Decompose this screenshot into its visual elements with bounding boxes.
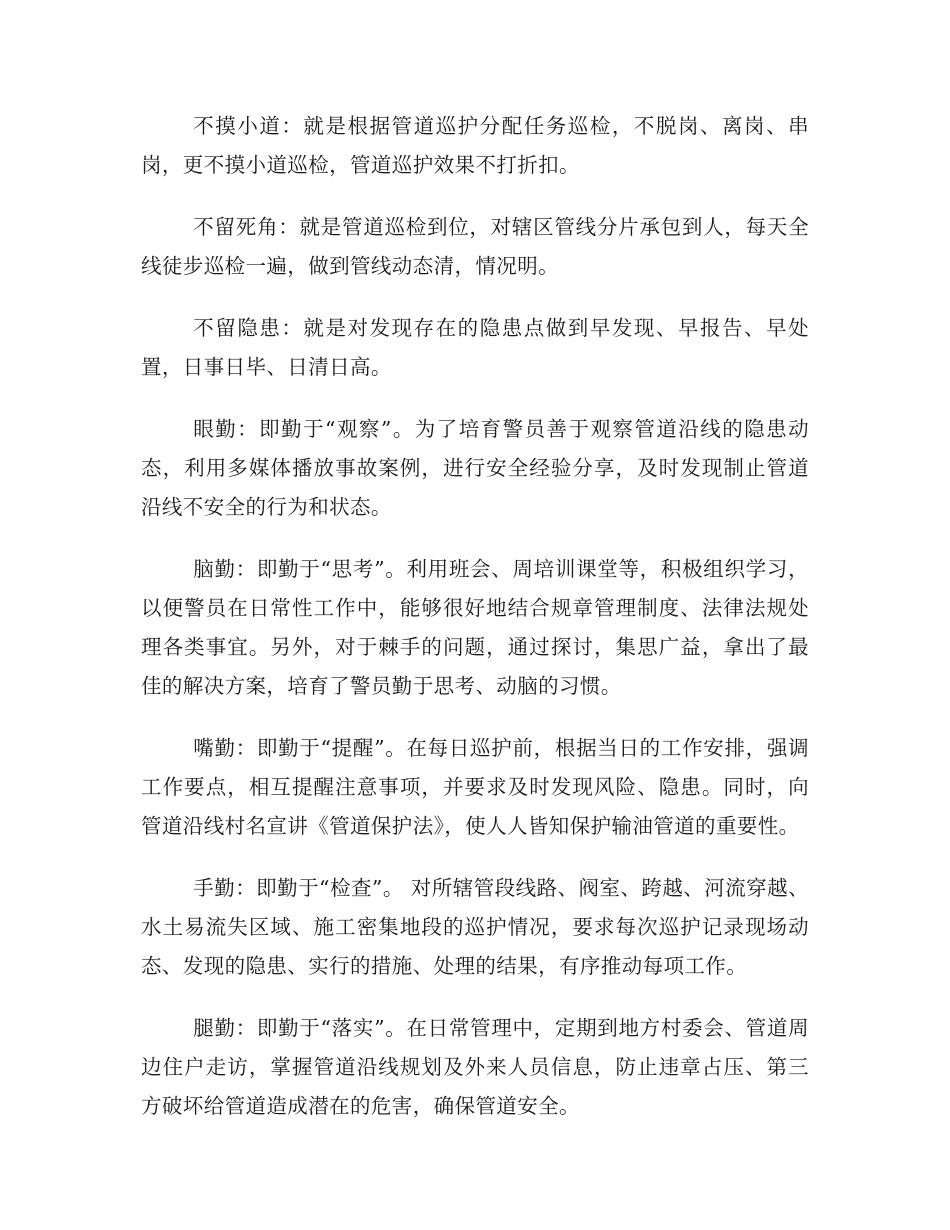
paragraph-bu-mo-xiao-dao: 不摸小道：就是根据管道巡护分配任务巡检，不脱岗、离岗、串岗，更不摸小道巡检，管道巡护效果不打折扣。 (141, 114, 809, 177)
paragraph-bu-liu-yin-huan: 不留隐患：就是对发现存在的隐患点做到早发现、早报告、早处置，日事日毕、日清日高。 (141, 316, 809, 379)
paragraph-tui-qin: 腿勤：即勤于“落实”。在日常管理中，定期到地方村委会、管道周边住户走访，掌握管道沿线规划及外来人员信息，防止违章占压、第三方破坏给管道造成潜在的危害，确保管道安全。 (141, 1016, 809, 1118)
paragraph-yan-qin: 眼勤：即勤于“观察”。为了培育警员善于观察管道沿线的隐患动态，利用多媒体播放事故案例，进行安全经验分享，及时发现制止管道沿线不安全的行为和状态。 (141, 417, 809, 519)
paragraph-bu-liu-si-jiao: 不留死角：就是管道巡检到位，对辖区管线分片承包到人，每天全线徒步巡检一遍，做到管线动态清，情况明。 (141, 215, 809, 278)
paragraph-shou-qin: 手勤：即勤于“检查”。 对所辖管段线路、阀室、跨越、河流穿越、水土易流失区域、施工密集地段的巡护情况，要求每次巡护记录现场动态、发现的隐患、实行的措施、处理的结果，有序推动每项工作。 (141, 876, 809, 978)
paragraph-zui-qin: 嘴勤：即勤于“提醒”。在每日巡护前，根据当日的工作安排，强调工作要点，相互提醒注意事项，并要求及时发现风险、隐患。同时，向管道沿线村名宣讲《管道保护法》，使人人皆知保护输油管道的重要性。 (141, 736, 809, 838)
document-body (141, 107, 809, 1149)
paragraph-nao-qin: 脑勤：即勤于“思考”。利用班会、周培训课堂等，积极组织学习，以便警员在日常性工作中，能够很好地结合规章管理制度、法律法规处理各类事宜。另外，对于棘手的问题，通过探讨，集思广益，拿出了最佳的解决方案，培育了警员勤于思考、动脑的习惯。 (141, 557, 809, 698)
